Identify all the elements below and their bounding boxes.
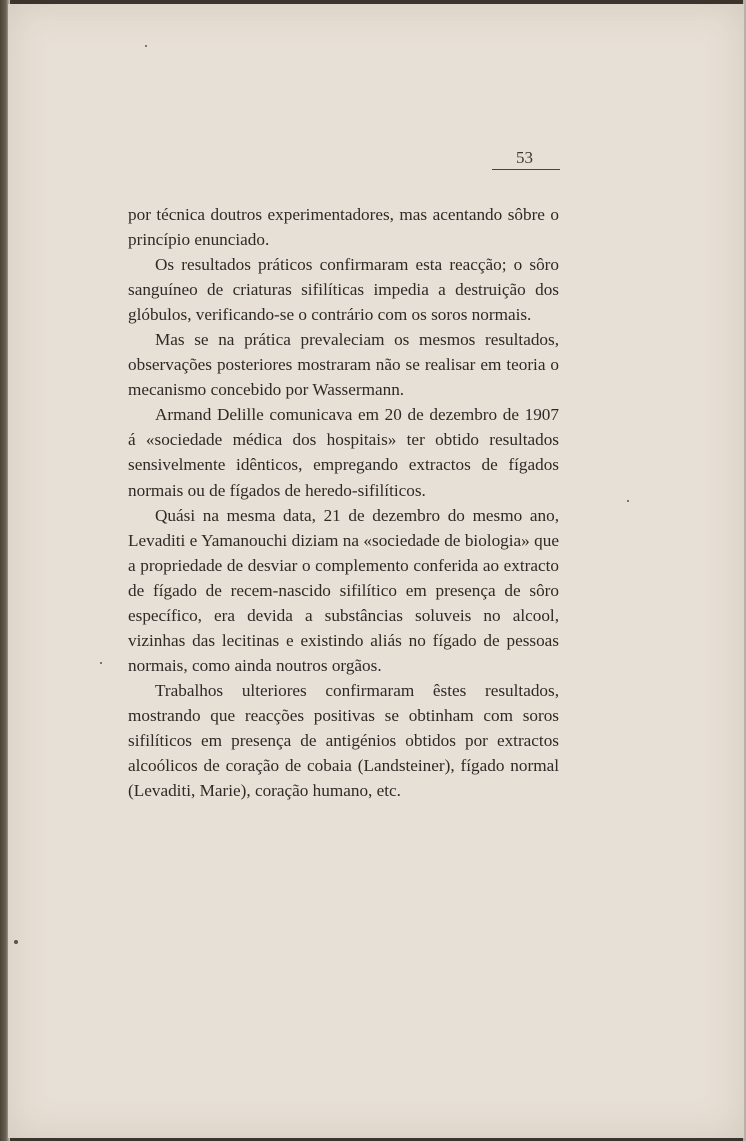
paper-speck <box>100 662 102 664</box>
page-number-rule <box>492 169 560 170</box>
paper-speck <box>14 940 18 944</box>
body-text <box>128 202 559 803</box>
paragraph: Armand Delille comunicava em 20 de dezembro de 1907 á «sociedade médica dos hospitais» ter obtido resultados sensivelmente idênticos, empregando extractos de fígados normais ou de fígados de heredo-sifilíticos. <box>128 405 559 500</box>
paper-speck <box>627 500 629 502</box>
paragraph: Os resultados práticos confirmaram esta reacção; o sôro sanguíneo de criaturas sifilíticas impedia a destruição dos glóbulos, verificando-se o contrário com os soros normais. <box>128 255 559 325</box>
page-number: 53 <box>516 148 533 167</box>
paragraph: Trabalhos ulteriores confirmaram êstes resultados, mostrando que reacções positivas se obtinham com soros sifilíticos em presença de antigénios obtidos por extractos alcoólicos de coração de cobaia (Landsteiner), fígado normal (Levaditi, Marie), coração humano, etc. <box>128 680 559 801</box>
paper-speck <box>145 45 147 47</box>
paragraph: Mas se na prática prevaleciam os mesmos resultados, observações posteriores mostraram não se realisar em teoria o mecanismo concebido por Wassermann. <box>128 330 559 400</box>
paragraph: Quási na mesma data, 21 de dezembro do mesmo ano, Levaditi e Yamanouchi diziam na «sociedade de biologia» que a propriedade de desviar o complemento conferida ao extracto de fígado de recem-nascido sifilítico em presença de sôro específico, era devida a substâncias soluveis no alcool, vizinhas das lecitinas e existindo aliás no fígado de pessoas normais, como ainda noutros orgãos. <box>128 505 559 675</box>
book-page <box>8 4 744 1138</box>
paragraph: por técnica doutros experimentadores, mas acentando sôbre o princípio enunciado. <box>128 205 559 250</box>
